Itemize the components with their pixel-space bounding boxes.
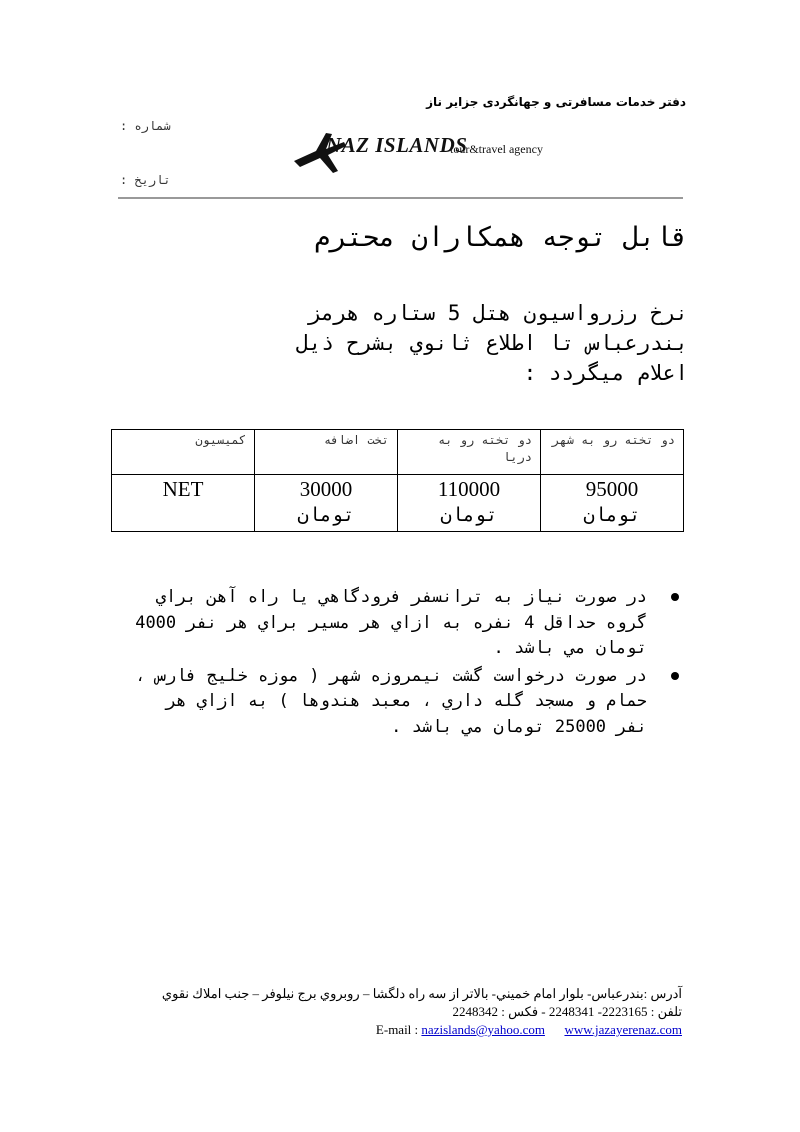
- footer: [122, 985, 682, 1039]
- website-link[interactable]: www.jazayerenaz.com: [564, 1022, 682, 1037]
- intro-line: بندرعباس تا اطلاع ثانوي بشرح ذيل: [296, 331, 688, 355]
- header-commission: كميسيون: [112, 430, 255, 475]
- note-city-tour: در صورت درخواست گشت نيمروزه شهر ( موزه خليج فارس ، حمام و مسجد گله داري ، معبد هندوها ) به ازاي هر نفر 25000 تومان مي باشد .: [135, 665, 647, 737]
- header-divider: [118, 197, 683, 199]
- header-double-city-view: دو تخته رو به شهر: [541, 430, 684, 475]
- currency-unit: تومان: [297, 504, 355, 526]
- extra-bed-price: 30000: [299, 477, 353, 501]
- table-row: [112, 475, 684, 532]
- date-label: تاریخ :: [120, 173, 171, 187]
- bullet-icon: [671, 593, 679, 601]
- footer-address: آدرس :بندرعباس- بلوار امام خميني- بالاتر از سه راه دلگشا – روبروي برج نيلوفر – جنب املاك نقوي: [161, 986, 682, 1001]
- city-view-price: 95000: [585, 477, 639, 501]
- intro-line: نرخ رزرواسیون هتل 5 ستاره هرمز: [308, 301, 688, 325]
- sea-view-price: 110000: [437, 477, 501, 501]
- note-transfer: در صورت نياز به ترانسفر فرودگاهي يا راه آهن براي گروه حداقل 4 نفره به ازاي هر مسير براي هر نفر 4000 تومان مي باشد .: [135, 587, 647, 658]
- header-extra-bed: تخت اضافه: [255, 430, 398, 475]
- commission-cell: [112, 475, 255, 532]
- rates-table: [111, 429, 684, 532]
- sea-view-cell: [398, 475, 541, 532]
- list-item: [135, 585, 665, 662]
- footer-phone: تلفن : 2223165- 2248341 - فكس : 2248342: [452, 1004, 682, 1019]
- currency-unit: تومان: [583, 504, 641, 526]
- email-link[interactable]: nazislands@yahoo.com: [421, 1022, 545, 1037]
- email-label: E-mail :: [375, 1022, 419, 1037]
- currency-unit: تومان: [440, 504, 498, 526]
- extra-bed-cell: [255, 475, 398, 532]
- header-double-sea-view: دو تخته رو به دريا: [398, 430, 541, 475]
- footer-contact: [122, 1021, 682, 1039]
- table-header-row: [112, 430, 684, 475]
- company-name: دفتر خدمات مسافرتی و جهانگردی جزایر ناز: [426, 95, 686, 109]
- list-item: [135, 664, 665, 741]
- logo-text: NAZ ISLANDS: [326, 133, 468, 157]
- city-view-cell: [541, 475, 684, 532]
- company-logo: [290, 125, 560, 185]
- notes-list: [135, 585, 665, 742]
- bullet-icon: [671, 672, 679, 680]
- logo-subtitle: tour&travel agency: [450, 142, 543, 156]
- page-heading: قابل توجه همکاران محترم: [314, 222, 688, 253]
- number-label: شماره :: [120, 119, 171, 133]
- commission-value: NET: [162, 477, 204, 501]
- intro-line: اعلام ميگردد :: [523, 361, 688, 385]
- intro-paragraph: [128, 298, 688, 388]
